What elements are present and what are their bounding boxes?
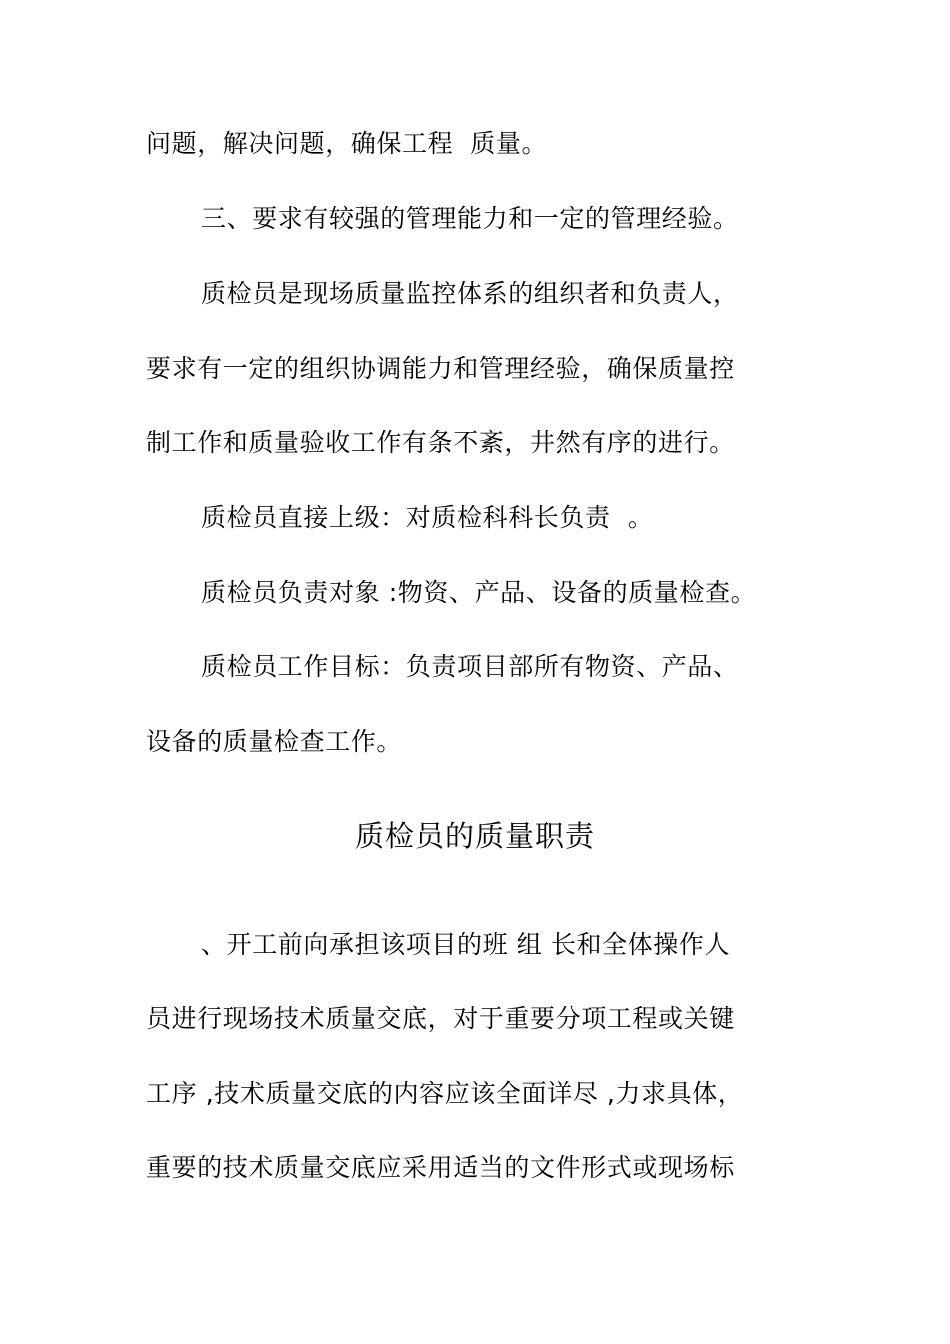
paragraph-line: 质检员是现场质量监控体系的组织者和负责人， <box>201 279 739 308</box>
paragraph-line: 质检员负责对象 :物资、产品、设备的质量检查。 <box>201 578 757 607</box>
paragraph-line: 要求有一定的组织协调能力和管理经验，确保质量控 <box>146 354 735 383</box>
paragraph-line: 质检员工作目标：负责项目部所有物资、产品、 <box>201 652 739 681</box>
paragraph-line: 制工作和质量验收工作有条不紊，井然有序的进行。 <box>146 428 735 457</box>
paragraph-line: 问题，解决问题，确保工程 质量。 <box>146 129 548 158</box>
paragraph-line: 重要的技术质量交底应采用适当的文件形式或现场标 <box>146 1153 735 1182</box>
paragraph-line: 设备的质量检查工作。 <box>146 727 403 756</box>
paragraph-line: 工序 ,技术质量交底的内容应该全面详尽 ,力求具体， <box>146 1079 744 1108</box>
paragraph-line: 员进行现场技术质量交底，对于重要分项工程或关键 <box>146 1004 735 1033</box>
paragraph-line: 质检员直接上级：对质检科科长负责 。 <box>201 503 654 532</box>
paragraph-line: 、开工前向承担该项目的班 组 长和全体操作人 <box>201 930 731 959</box>
paragraph-line: 三、要求有较强的管理能力和一定的管理经验。 <box>201 204 739 233</box>
section-title: 质检员的质量职责 <box>354 819 595 853</box>
